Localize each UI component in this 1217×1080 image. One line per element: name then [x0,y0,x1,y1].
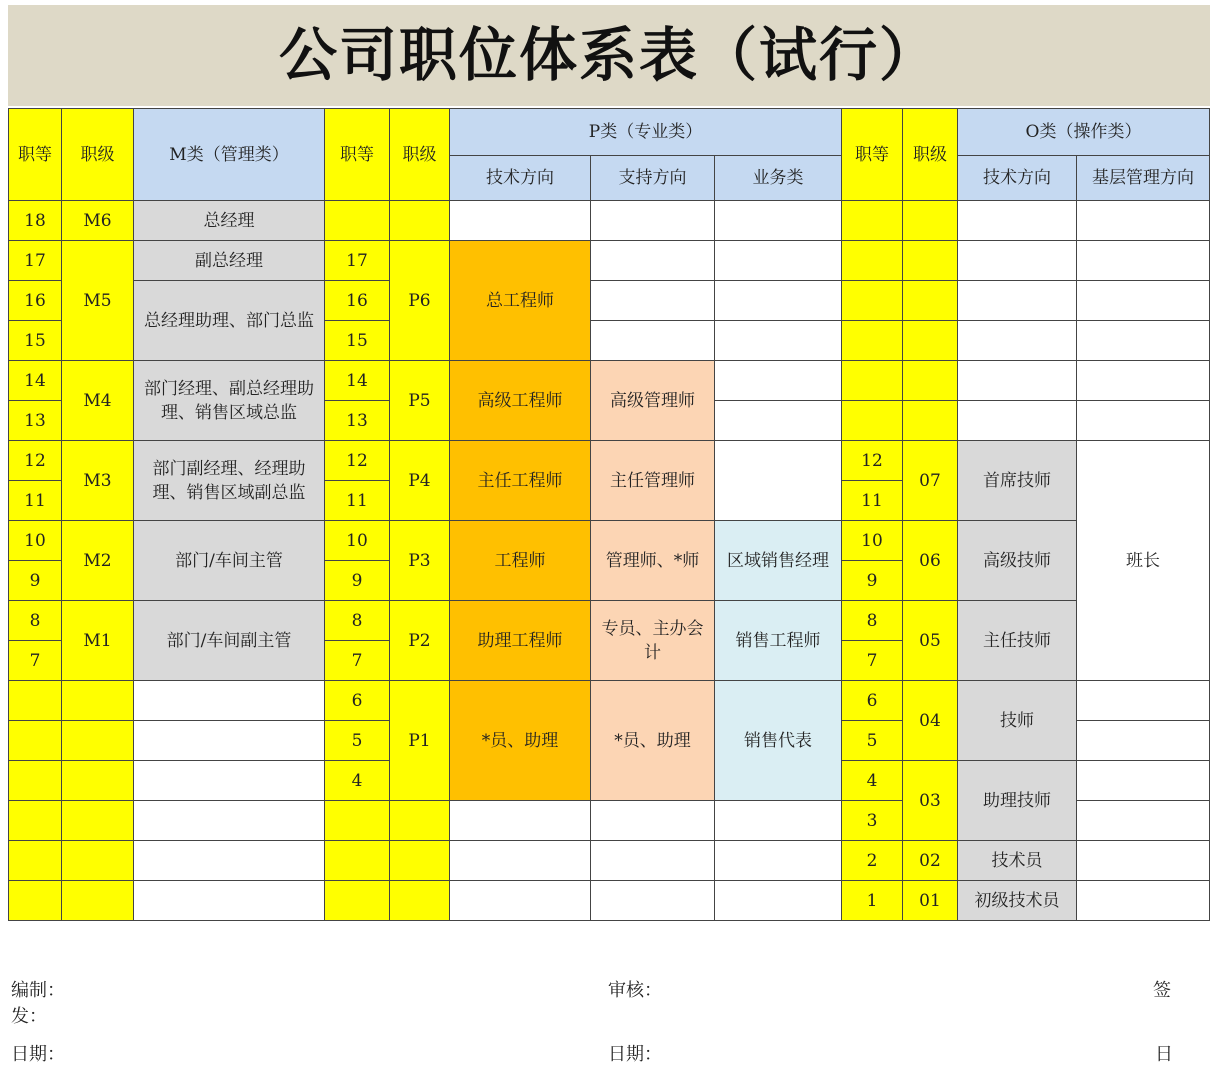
p-business-position: 区域销售经理 [715,521,842,601]
p-grade-empty [325,201,390,241]
o-grade: 8 [842,601,903,641]
empty-cell [715,841,842,881]
o-tech-position: 助理技师 [958,761,1077,841]
p-level: P5 [390,361,450,441]
empty-cell [1077,841,1210,881]
empty-cell [958,201,1077,241]
empty-cell [715,401,842,441]
signed-label-continued: 发： [11,1006,47,1027]
p-level: P4 [390,441,450,521]
empty-cell [715,361,842,401]
empty-cell [591,281,715,321]
o-level: 04 [903,681,958,761]
o-grade: 10 [842,521,903,561]
o-tech-position: 首席技师 [958,441,1077,521]
empty-cell [1077,761,1210,801]
p-level: P6 [390,241,450,361]
p-level-empty [390,201,450,241]
p-tech-position: *员、助理 [450,681,591,801]
date-label-left: 日期： [11,1044,65,1065]
empty-cell [591,841,715,881]
empty-cell [715,801,842,841]
o-mgmt-position: 班长 [1077,441,1210,681]
empty-cell [591,321,715,361]
p-support-position: 高级管理师 [591,361,715,441]
m-grade: 9 [9,561,62,601]
o-tech-position: 高级技师 [958,521,1077,601]
title-band [8,5,1210,106]
o-level-empty [903,281,958,321]
m-grade: 12 [9,441,62,481]
o-level: 05 [903,601,958,681]
m-grade: 11 [9,481,62,521]
o-grade-empty [842,361,903,401]
empty-cell [1077,321,1210,361]
o-level: 01 [903,881,958,921]
empty-cell [1077,881,1210,921]
o-level: 07 [903,441,958,521]
empty-cell [1077,721,1210,761]
p-tech-position: 工程师 [450,521,591,601]
header-level-p: 职级 [390,109,450,201]
header-o-class: O类（操作类） [958,109,1210,156]
m-grade-empty [9,721,62,761]
header-o-mgmt: 基层管理方向 [1077,156,1210,201]
p-grade: 4 [325,761,390,801]
compiled-by-label: 编制： [11,980,65,1001]
p-level: P1 [390,681,450,801]
m-position: 总经理 [134,201,325,241]
o-grade: 2 [842,841,903,881]
header-grade-p: 职等 [325,109,390,201]
header-level-m: 职级 [62,109,134,201]
m-level-empty [62,681,134,721]
o-grade: 12 [842,441,903,481]
empty-cell [134,881,325,921]
empty-cell [591,881,715,921]
p-support-position: 专员、主办会计 [591,601,715,681]
o-tech-position: 技师 [958,681,1077,761]
m-grade: 14 [9,361,62,401]
m-level: M5 [62,241,134,361]
o-level-empty [903,361,958,401]
empty-cell [1077,241,1210,281]
p-support-position: 主任管理师 [591,441,715,521]
o-tech-position: 初级技术员 [958,881,1077,921]
m-level: M6 [62,201,134,241]
empty-cell [1077,801,1210,841]
p-grade-empty [325,841,390,881]
m-grade: 8 [9,601,62,641]
empty-cell [450,881,591,921]
o-grade: 4 [842,761,903,801]
o-tech-position: 主任技师 [958,601,1077,681]
p-grade: 14 [325,361,390,401]
m-grade: 17 [9,241,62,281]
empty-cell [715,281,842,321]
o-grade: 11 [842,481,903,521]
p-grade: 15 [325,321,390,361]
reviewed-by-label: 审核： [608,980,662,1001]
p-tech-position: 高级工程师 [450,361,591,441]
empty-cell [958,321,1077,361]
o-grade: 5 [842,721,903,761]
p-grade: 13 [325,401,390,441]
empty-cell [591,241,715,281]
header-p-tech: 技术方向 [450,156,591,201]
empty-cell [591,801,715,841]
empty-cell [134,841,325,881]
m-grade-empty [9,761,62,801]
m-position: 部门/车间副主管 [134,601,325,681]
empty-cell [591,201,715,241]
m-grade: 10 [9,521,62,561]
empty-cell [958,401,1077,441]
m-position: 总经理助理、部门总监 [134,281,325,361]
m-grade-empty [9,801,62,841]
o-level-empty [903,401,958,441]
p-grade: 10 [325,521,390,561]
header-p-support: 支持方向 [591,156,715,201]
empty-cell [1077,401,1210,441]
o-grade: 1 [842,881,903,921]
p-business-position: 销售代表 [715,681,842,801]
p-level-empty [390,801,450,841]
o-level-empty [903,201,958,241]
o-grade: 3 [842,801,903,841]
empty-cell [134,761,325,801]
m-position: 副总经理 [134,241,325,281]
header-grade-m: 职等 [9,109,62,201]
p-support-position: 管理师、*师 [591,521,715,601]
empty-cell [134,681,325,721]
empty-cell [1077,281,1210,321]
p-grade: 9 [325,561,390,601]
o-grade-empty [842,281,903,321]
empty-cell [715,201,842,241]
empty-cell [958,281,1077,321]
header-m-class: M类（管理类） [134,109,325,201]
p-grade: 6 [325,681,390,721]
p-grade: 17 [325,241,390,281]
o-grade: 9 [842,561,903,601]
p-grade: 8 [325,601,390,641]
p-level: P3 [390,521,450,601]
m-grade-empty [9,681,62,721]
header-grade-o: 职等 [842,109,903,201]
m-level: M4 [62,361,134,441]
empty-cell [715,321,842,361]
date-label-middle: 日期： [608,1044,662,1065]
header-p-class: P类（专业类） [450,109,842,156]
p-level: P2 [390,601,450,681]
signed-label: 签 [1153,980,1171,1001]
p-level-empty [390,881,450,921]
header-level-o: 职级 [903,109,958,201]
o-tech-position: 技术员 [958,841,1077,881]
m-grade: 15 [9,321,62,361]
m-grade-empty [9,881,62,921]
m-grade: 18 [9,201,62,241]
empty-cell [715,241,842,281]
m-grade: 13 [9,401,62,441]
m-position: 部门经理、副总经理助理、销售区域总监 [134,361,325,441]
m-level-empty [62,841,134,881]
m-level-empty [62,761,134,801]
o-level-empty [903,321,958,361]
o-grade: 6 [842,681,903,721]
p-tech-position: 主任工程师 [450,441,591,521]
empty-cell [1077,681,1210,721]
o-level: 06 [903,521,958,601]
header-o-tech: 技术方向 [958,156,1077,201]
p-level-empty [390,841,450,881]
p-grade: 11 [325,481,390,521]
p-grade: 5 [325,721,390,761]
m-position: 部门副经理、经理助理、销售区域副总监 [134,441,325,521]
empty-cell [715,441,842,521]
o-grade-empty [842,201,903,241]
p-business-position: 销售工程师 [715,601,842,681]
p-grade-empty [325,801,390,841]
empty-cell [1077,361,1210,401]
empty-cell [958,241,1077,281]
empty-cell [134,801,325,841]
m-level-empty [62,801,134,841]
m-grade: 7 [9,641,62,681]
o-grade: 7 [842,641,903,681]
m-grade-empty [9,841,62,881]
p-grade: 12 [325,441,390,481]
p-grade: 16 [325,281,390,321]
o-grade-empty [842,401,903,441]
empty-cell [715,881,842,921]
position-system-table [8,108,1210,921]
o-level-empty [903,241,958,281]
m-grade: 16 [9,281,62,321]
empty-cell [450,841,591,881]
m-level-empty [62,881,134,921]
o-level: 03 [903,761,958,841]
date-label-right: 日 [1155,1044,1173,1065]
p-support-position: *员、助理 [591,681,715,801]
empty-cell [134,721,325,761]
empty-cell [450,801,591,841]
empty-cell [958,361,1077,401]
m-level: M2 [62,521,134,601]
o-grade-empty [842,241,903,281]
p-tech-position: 助理工程师 [450,601,591,681]
o-level: 02 [903,841,958,881]
p-grade-empty [325,881,390,921]
p-grade: 7 [325,641,390,681]
m-position: 部门/车间主管 [134,521,325,601]
o-grade-empty [842,321,903,361]
m-level-empty [62,721,134,761]
empty-cell [450,201,591,241]
m-level: M1 [62,601,134,681]
empty-cell [1077,201,1210,241]
m-level: M3 [62,441,134,521]
p-tech-position: 总工程师 [450,241,591,361]
page-title: 公司职位体系表（试行） [278,21,939,89]
header-p-business: 业务类 [715,156,842,201]
